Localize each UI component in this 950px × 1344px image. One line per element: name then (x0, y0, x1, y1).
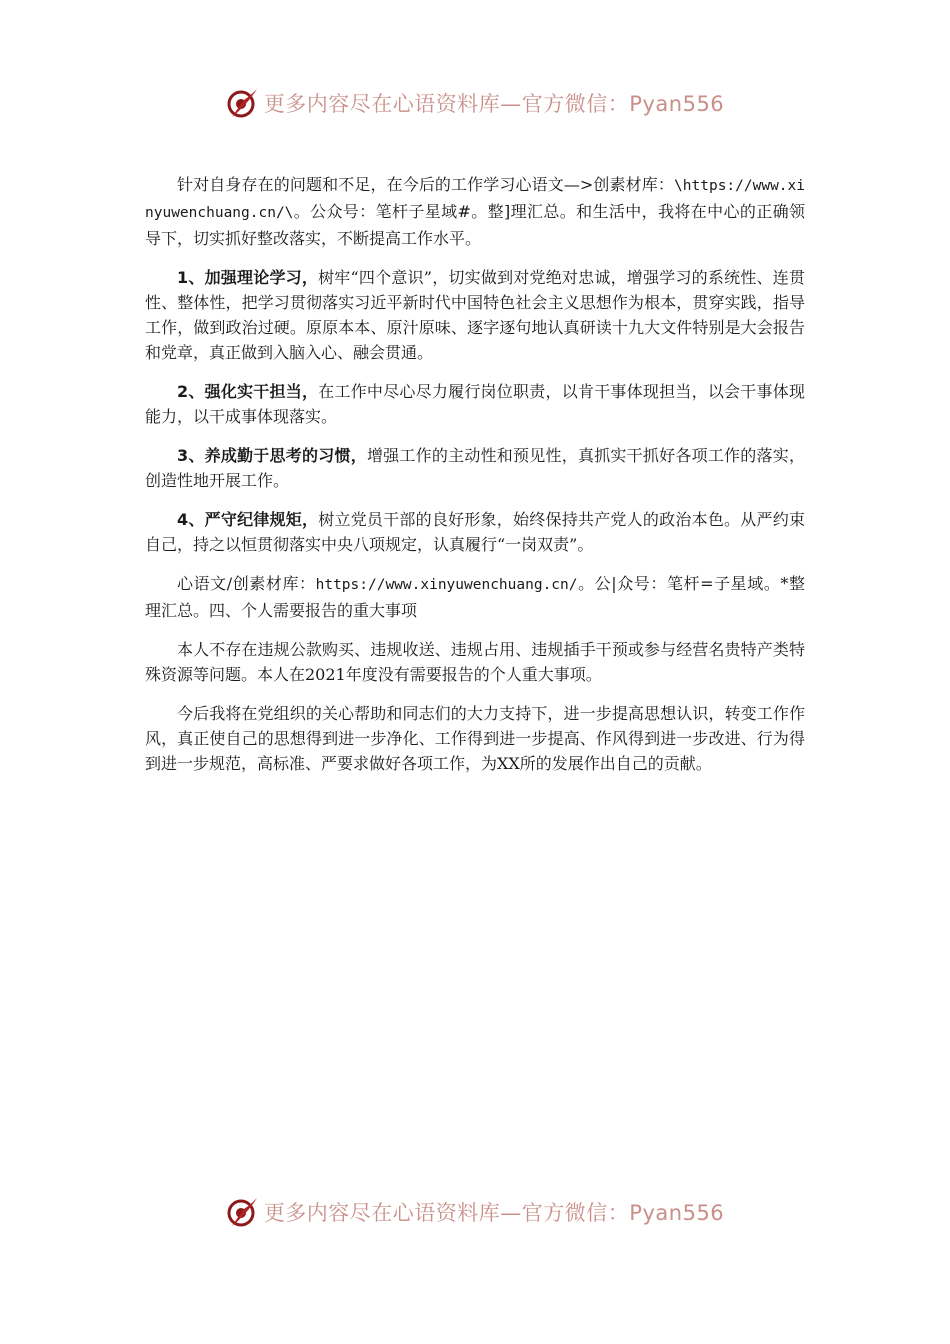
paragraph-conclusion: 今后我将在党组织的关心帮助和同志们的大力支持下，进一步提高思想认识，转变工作作风，真正使自己的思想得到进一步净化、工作得到进一步提高、作风得到进一步改进、行为得到进一步规范，高标准、严要求做好各项工作，为XX所的发展作出自己的贡献。 (145, 704, 805, 773)
quill-logo-icon (226, 86, 260, 120)
paragraph-item-2: 2、强化实干担当，在工作中尽心尽力履行岗位职责，以肯干事体现担当，以会干事体现能力，以干成事体现落实。 (145, 382, 805, 426)
url-text: \https://www.xinyuwenchuang.cn/\ (145, 178, 805, 221)
footer-watermark-text: 更多内容尽在心语资料库—官方微信：Pyan556 (263, 1201, 725, 1225)
footer-watermark (0, 1192, 950, 1232)
quill-logo-icon (226, 1195, 260, 1229)
paragraph-source: 心语文/创素材库：https://www.xinyuwenchuang.cn/。公|众号：笔杆=子星域。*整理汇总。四、个人需要报告的重大事项 (145, 574, 805, 620)
item-heading: 2、强化实干担当， (177, 382, 319, 401)
url-text: https://www.xinyuwenchuang.cn/ (315, 577, 578, 593)
paragraph-intro: 针对自身存在的问题和不足，在今后的工作学习心语文—>创素材库：\https://www.xinyuwenchuang.cn/\。公众号：笔杆子星域#。整]理汇总。和生活中，我将在中心的正确领导下，切实抓好整改落实，不断提高工作水平。 (145, 175, 805, 248)
item-heading: 1、加强理论学习， (177, 268, 319, 287)
header-watermark (0, 83, 950, 123)
paragraph-item-3: 3、养成勤于思考的习惯，增强工作的主动性和预见性，真抓实干抓好各项工作的落实，创造性地开展工作。 (145, 446, 805, 490)
paragraph-item-1: 1、加强理论学习，树牢“四个意识”，切实做到对党绝对忠诚，增强学习的系统性、连贯性、整体性，把学习贯彻落实习近平新时代中国特色社会主义思想作为根本，贯穿实践，指导工作，做到政治过硬。原原本本、原汁原味、逐字逐句地认真研读十九大文件特别是大会报告和党章，真正做到入脑入心、融会贯通。 (145, 268, 805, 362)
paragraph-item-4: 4、严守纪律规矩，树立党员干部的良好形象，始终保持共产党人的政治本色。从严约束自己，持之以恒贯彻落实中央八项规定，认真履行“一岗双责”。 (145, 510, 805, 554)
header-watermark-text: 更多内容尽在心语资料库—官方微信：Pyan556 (263, 92, 725, 116)
paragraph-statement: 本人不存在违规公款购买、违规收送、违规占用、违规插手干预或参与经营名贵特产类特殊资源等问题。本人在2021年度没有需要报告的个人重大事项。 (145, 640, 805, 684)
item-heading: 4、严守纪律规矩， (177, 510, 319, 529)
document-body (145, 172, 805, 790)
item-heading: 3、养成勤于思考的习惯， (177, 446, 367, 465)
